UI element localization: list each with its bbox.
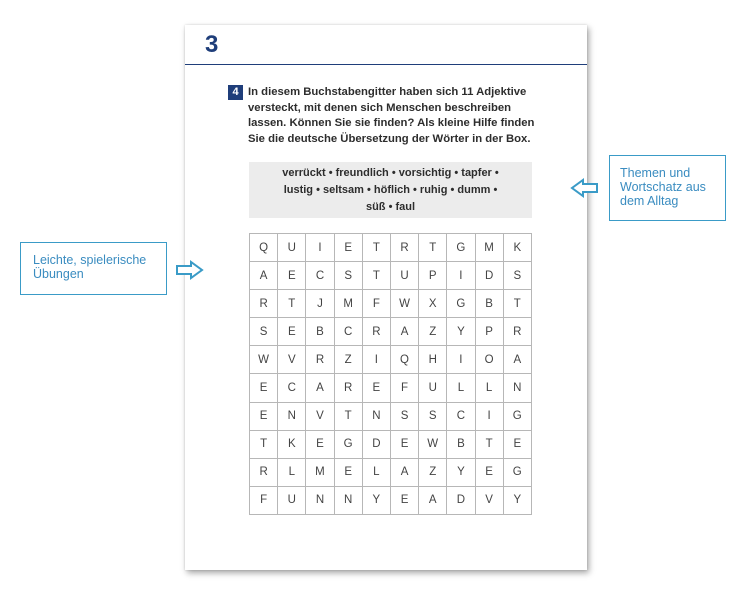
grid-letter-cell: E <box>475 458 503 486</box>
chapter-number: 3 <box>205 31 219 58</box>
grid-letter-cell: V <box>475 486 503 514</box>
grid-letter-cell: A <box>390 318 418 346</box>
grid-letter-cell: S <box>250 318 278 346</box>
grid-letter-cell: S <box>419 402 447 430</box>
grid-letter-cell: N <box>503 374 531 402</box>
grid-letter-cell: W <box>390 290 418 318</box>
grid-row <box>250 486 532 514</box>
grid-letter-cell: E <box>362 374 390 402</box>
callout-topics <box>609 155 726 221</box>
task-number-badge: 4 <box>228 85 243 100</box>
grid-letter-cell: L <box>278 458 306 486</box>
grid-letter-cell: G <box>334 430 362 458</box>
callout-line: Wortschatz aus <box>620 180 706 194</box>
grid-letter-cell: A <box>503 346 531 374</box>
grid-letter-cell: F <box>362 290 390 318</box>
grid-letter-cell: Y <box>447 458 475 486</box>
grid-row <box>250 290 532 318</box>
grid-letter-cell: R <box>503 318 531 346</box>
grid-letter-cell: C <box>306 262 334 290</box>
grid-letter-cell: I <box>447 346 475 374</box>
grid-letter-cell: W <box>250 346 278 374</box>
grid-letter-cell: U <box>419 374 447 402</box>
grid-row <box>250 374 532 402</box>
grid-letter-cell: H <box>419 346 447 374</box>
grid-letter-cell: A <box>390 458 418 486</box>
callout-exercises <box>20 242 167 295</box>
grid-letter-cell: I <box>362 346 390 374</box>
word-hint-line: lustig • seltsam • höflich • ruhig • dumm • <box>283 184 498 196</box>
grid-letter-cell: C <box>334 318 362 346</box>
grid-row <box>250 346 532 374</box>
callout-line: Themen und <box>620 166 691 180</box>
callout-line: Leichte, spielerische <box>33 253 147 267</box>
grid-letter-cell: A <box>250 262 278 290</box>
grid-letter-cell: M <box>475 234 503 262</box>
word-hint-line: verrückt • freundlich • vorsichtig • tapfer • <box>282 167 499 179</box>
grid-letter-cell: G <box>503 458 531 486</box>
grid-letter-cell: L <box>447 374 475 402</box>
task-instructions: In diesem Buchstabengitter haben sich 11 Adjektive versteckt, mit denen sich Menschen beschreiben lassen. Können Sie sie finden? Als kleine Hilfe finden Sie die deutsche Übersetzung der Wörter in der Box. <box>248 86 535 145</box>
grid-letter-cell: N <box>334 486 362 514</box>
grid-letter-cell: D <box>447 486 475 514</box>
grid-letter-cell: O <box>475 346 503 374</box>
callout-line: dem Alltag <box>620 194 679 208</box>
grid-letter-cell: T <box>334 402 362 430</box>
grid-letter-cell: T <box>278 290 306 318</box>
grid-letter-cell: E <box>503 430 531 458</box>
grid-letter-cell: S <box>503 262 531 290</box>
grid-letter-cell: E <box>390 486 418 514</box>
grid-letter-cell: B <box>306 318 334 346</box>
grid-letter-cell: N <box>278 402 306 430</box>
word-hint-box <box>249 162 532 218</box>
grid-letter-cell: E <box>334 234 362 262</box>
grid-letter-cell: C <box>447 402 475 430</box>
word-search-grid <box>249 233 532 515</box>
grid-letter-cell: P <box>475 318 503 346</box>
grid-letter-cell: Y <box>503 486 531 514</box>
arrow-right-icon <box>175 260 205 280</box>
grid-letter-cell: K <box>503 234 531 262</box>
grid-letter-cell: A <box>419 486 447 514</box>
grid-letter-cell: E <box>278 318 306 346</box>
grid-letter-cell: G <box>503 402 531 430</box>
grid-letter-cell: T <box>503 290 531 318</box>
grid-letter-cell: D <box>475 262 503 290</box>
grid-row <box>250 430 532 458</box>
grid-letter-cell: U <box>390 262 418 290</box>
grid-letter-cell: E <box>390 430 418 458</box>
grid-letter-cell: Q <box>250 234 278 262</box>
grid-letter-cell: X <box>419 290 447 318</box>
grid-letter-cell: R <box>390 234 418 262</box>
grid-letter-cell: E <box>250 402 278 430</box>
grid-row <box>250 262 532 290</box>
grid-letter-cell: U <box>278 234 306 262</box>
callout-line: Übungen <box>33 267 84 281</box>
grid-letter-cell: S <box>334 262 362 290</box>
grid-row <box>250 458 532 486</box>
grid-letter-cell: E <box>334 458 362 486</box>
grid-row <box>250 234 532 262</box>
chapter-divider <box>185 64 587 65</box>
grid-letter-cell: R <box>334 374 362 402</box>
grid-letter-cell: T <box>362 262 390 290</box>
grid-letter-cell: B <box>475 290 503 318</box>
grid-row <box>250 318 532 346</box>
workbook-page <box>185 25 587 570</box>
grid-letter-cell: L <box>475 374 503 402</box>
grid-letter-cell: R <box>362 318 390 346</box>
grid-letter-cell: F <box>250 486 278 514</box>
grid-letter-cell: J <box>306 290 334 318</box>
grid-letter-cell: Q <box>390 346 418 374</box>
grid-letter-cell: A <box>306 374 334 402</box>
grid-letter-cell: I <box>475 402 503 430</box>
grid-letter-cell: M <box>334 290 362 318</box>
grid-letter-cell: Z <box>419 458 447 486</box>
word-hint-line: süß • faul <box>365 201 416 213</box>
grid-letter-cell: T <box>362 234 390 262</box>
grid-letter-cell: I <box>447 262 475 290</box>
grid-letter-cell: B <box>447 430 475 458</box>
grid-letter-cell: U <box>278 486 306 514</box>
arrow-left-icon <box>569 178 599 198</box>
grid-letter-cell: K <box>278 430 306 458</box>
grid-letter-cell: W <box>419 430 447 458</box>
grid-letter-cell: Z <box>334 346 362 374</box>
grid-row <box>250 402 532 430</box>
grid-letter-cell: R <box>306 346 334 374</box>
grid-letter-cell: E <box>278 262 306 290</box>
grid-letter-cell: T <box>419 234 447 262</box>
grid-letter-cell: G <box>447 290 475 318</box>
grid-letter-cell: E <box>250 374 278 402</box>
grid-letter-cell: C <box>278 374 306 402</box>
grid-letter-cell: N <box>306 486 334 514</box>
grid-letter-cell: S <box>390 402 418 430</box>
grid-letter-cell: G <box>447 234 475 262</box>
grid-letter-cell: P <box>419 262 447 290</box>
grid-letter-cell: Y <box>362 486 390 514</box>
grid-letter-cell: R <box>250 290 278 318</box>
grid-letter-cell: V <box>306 402 334 430</box>
grid-letter-cell: V <box>278 346 306 374</box>
grid-letter-cell: I <box>306 234 334 262</box>
grid-letter-cell: L <box>362 458 390 486</box>
grid-letter-cell: Y <box>447 318 475 346</box>
grid-letter-cell: Z <box>419 318 447 346</box>
grid-letter-cell: T <box>250 430 278 458</box>
grid-letter-cell: N <box>362 402 390 430</box>
grid-letter-cell: F <box>390 374 418 402</box>
grid-letter-cell: R <box>250 458 278 486</box>
grid-letter-cell: E <box>306 430 334 458</box>
grid-letter-cell: D <box>362 430 390 458</box>
grid-letter-cell: T <box>475 430 503 458</box>
grid-letter-cell: M <box>306 458 334 486</box>
